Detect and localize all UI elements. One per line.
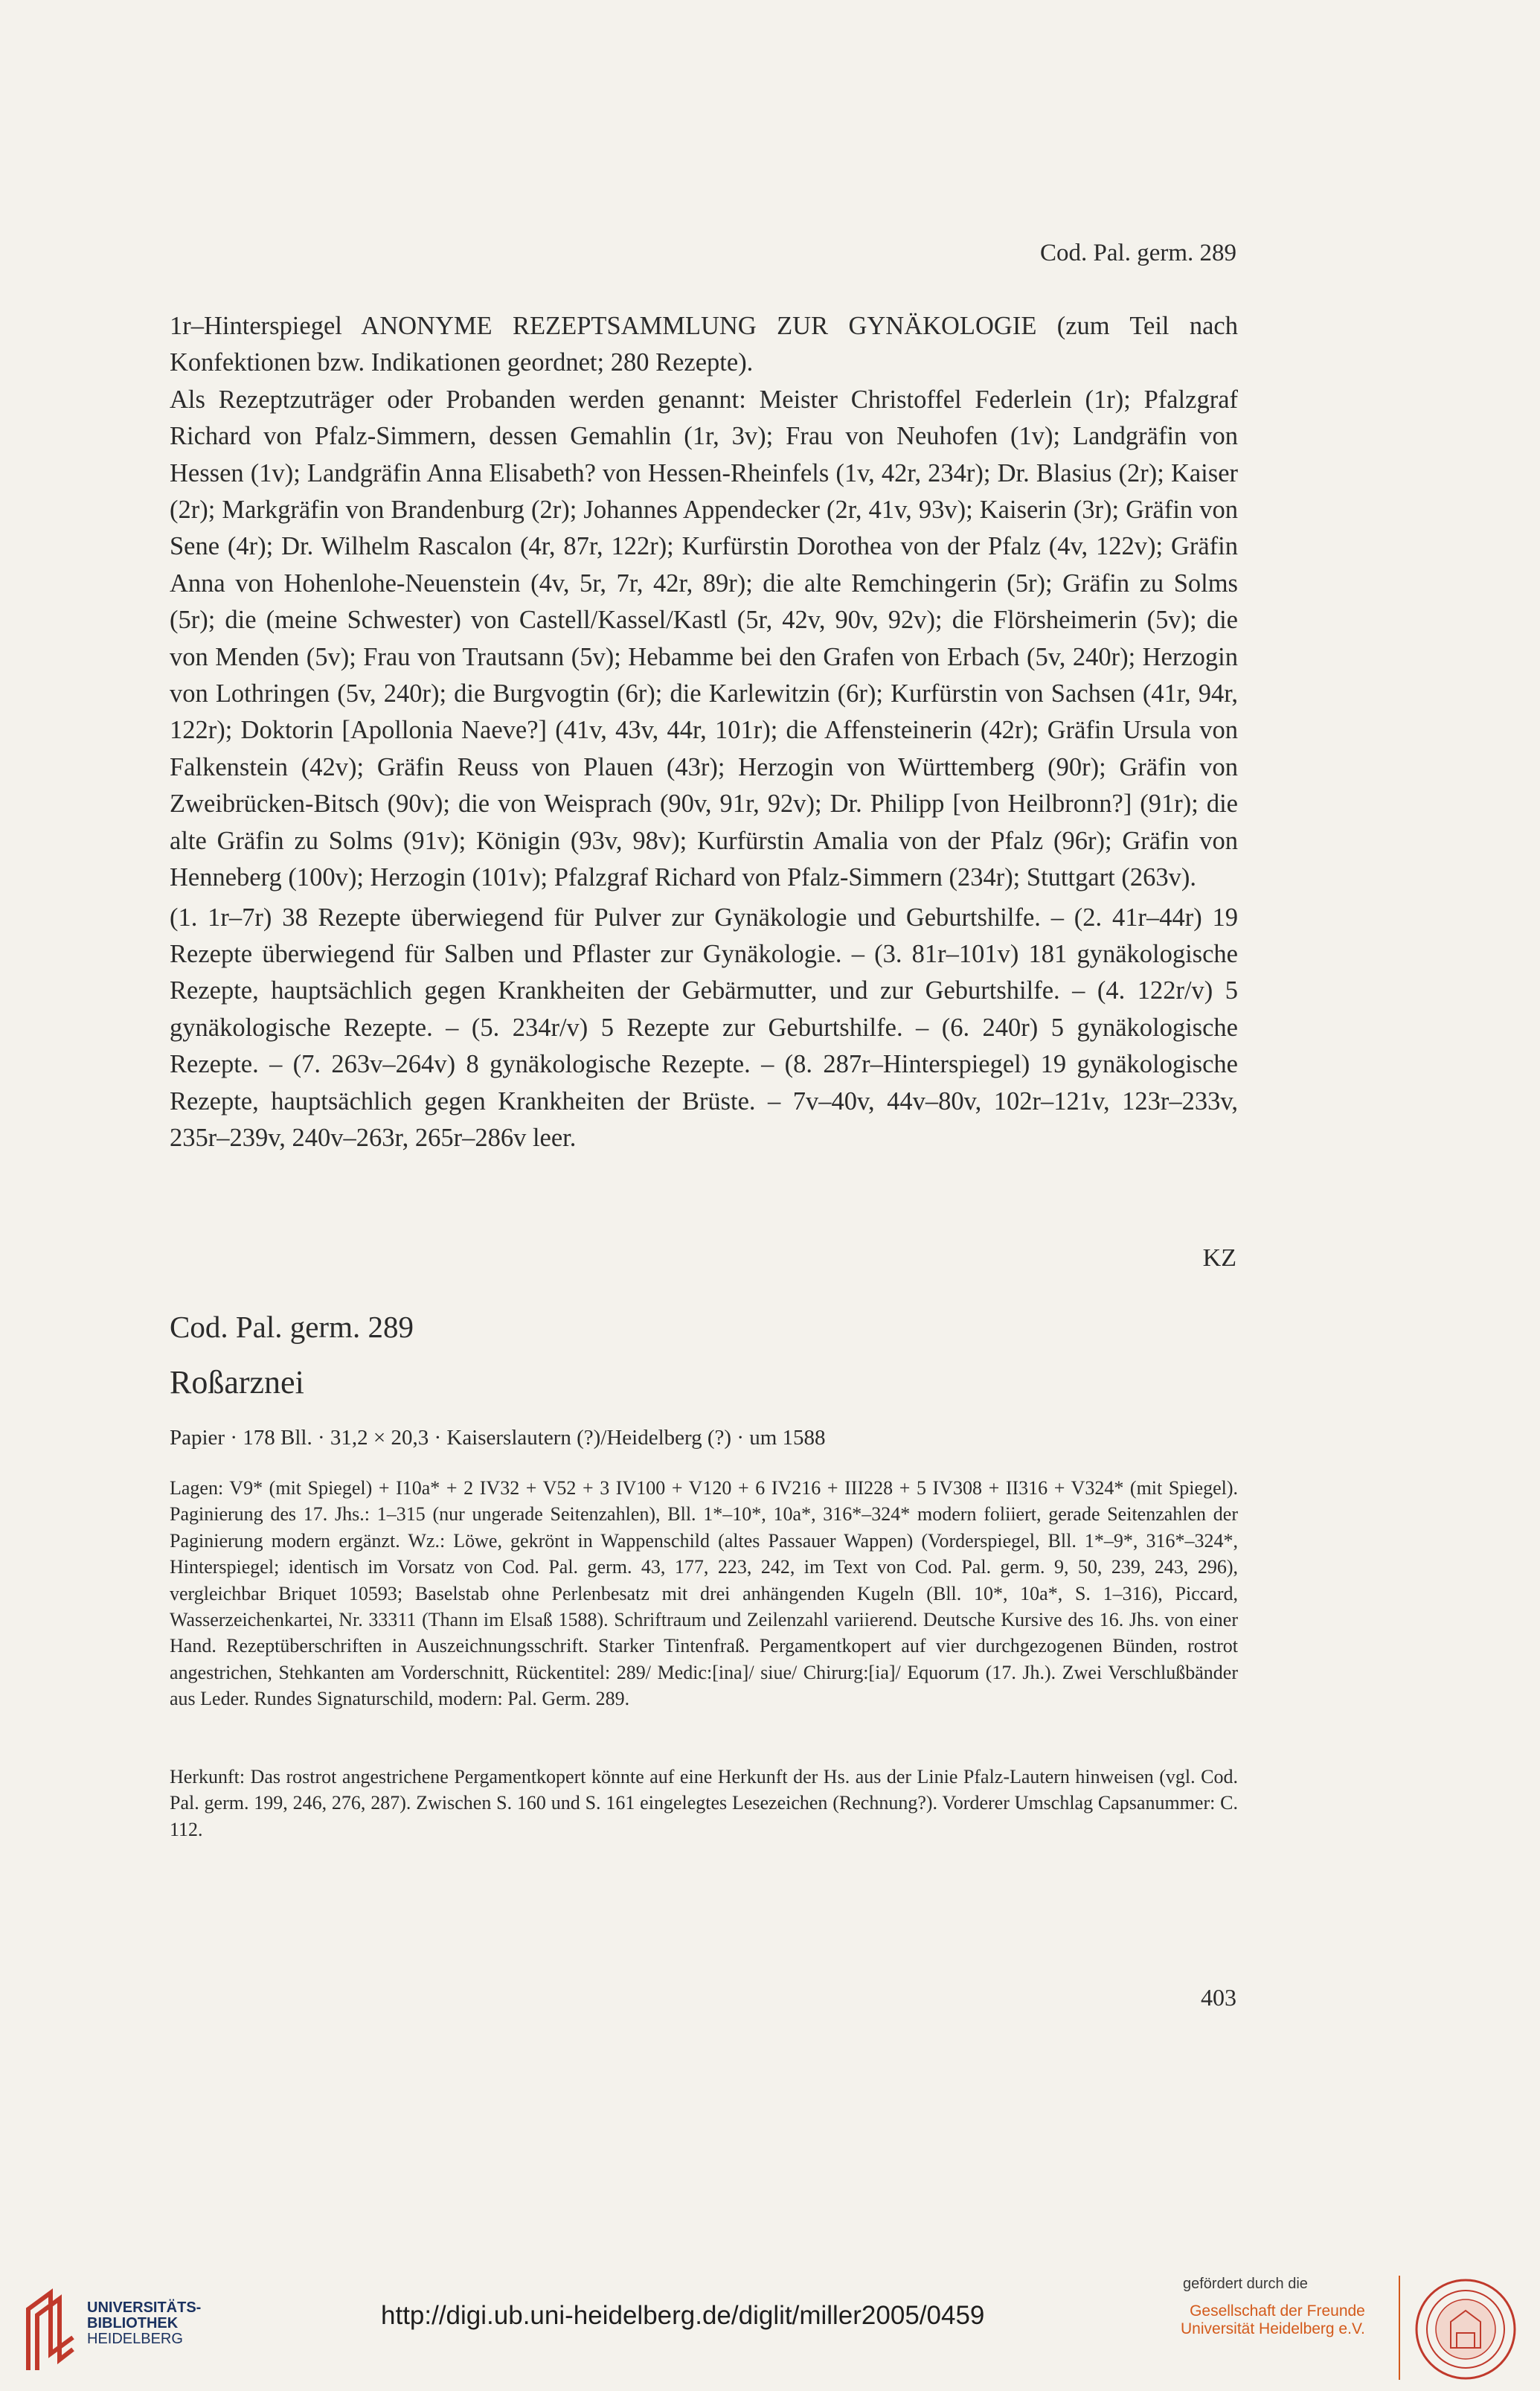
library-name-line2: BIBLIOTHEK [87,2315,179,2331]
entry-physical-data: Papier · 178 Bll. · 31,2 × 20,3 · Kaiserslautern (?)/Heidelberg (?) · um 1588 [170,1426,826,1450]
footer-divider [1399,2276,1400,2380]
digital-copy-link[interactable]: http://digi.ub.uni-heidelberg.de/diglit/miller2005/0459 [381,2301,985,2330]
sponsor-intro: gefördert durch die [1183,2276,1308,2292]
provenance-paragraph: Herkunft: Das rostrot angestrichene Pergamentkopert könnte auf eine Herkunft der Hs. aus der Linie Pfalz-Lautern hinweisen (vgl. Cod. Pal. germ. 199, 246, 276, 287). Zwischen S. 160 und S. 161 eingelegtes Lesezeichen (Rechnung?). Vorderer Umschlag Capsanummer: C. 112. [170,1766,1238,1840]
contents-paragraph: (1. 1r–7r) 38 Rezepte überwiegend für Pulver zur Gynäkologie und Geburtshilfe. – (2. 41r–44r) 19 Rezepte überwiegend für Salben und Pflaster zur Gynäkologie. – (3. 81r–101v) 181 gynäkologische Rezepte, hauptsächlich gegen Krankheiten der Gebärmutter, und zur Geburtshilfe. – (4. 122r/v) 5 gynäkologische Rezepte. – (5. 234r/v) 5 Rezepte zur Geburtshilfe. – (6. 240r) 5 gynäkologische Rezepte. – (7. 263v–264v) 8 gynäkologische Rezepte. – (8. 287r–Hinterspiegel) 19 gynäkologische Rezepte, hauptsächlich gegen Krankheiten der Brüste. – 7v–40v, 44v–80v, 102r–121v, 123r–233v, 235r–239v, 240v–263r, 265r–286v leer. [170,903,1238,1152]
page-number: 403 [1201,1984,1236,2011]
author-initials: KZ [1202,1244,1236,1272]
running-head: Cod. Pal. germ. 289 [1040,240,1236,266]
entry-title: Roßarznei [170,1364,304,1401]
library-name [87,2300,201,2347]
university-seal-icon [1414,2277,1518,2381]
entry-heading-paragraph: 1r–Hinterspiegel ANONYME REZEPTSAMMLUNG ZUR GYNÄKOLOGIE (zum Teil nach Konfektionen bzw. Indikationen geordnet; 280 Rezepte). [170,312,1238,377]
library-name-line3: HEIDELBERG [87,2331,183,2347]
entry-description [170,308,1238,1156]
library-logo-icon [21,2288,79,2378]
sponsor-name-line2: Universität Heidelberg e.V. [1181,2320,1365,2337]
sponsor-name [1181,2302,1365,2338]
entry-signature: Cod. Pal. germ. 289 [170,1310,414,1344]
codicology-paragraph: Lagen: V9* (mit Spiegel) + I10a* + 2 IV32 + V52 + 3 IV100 + V120 + 6 IV216 + III228 + 5 IV308 + II316 + V324* (mit Spiegel). Paginierung des 17. Jhs.: 1–315 (nur ungerade Seitenzahlen), Bll. 1*–10*, 10a*, 316*–324* modern foliiert, gerade Seitenzahlen der Paginierung modern ergänzt. Wz.: Löwe, gekrönt in Wappenschild (altes Passauer Wappen) (Vorderspiegel, Bll. 1*–9*, 316*–324*, Hinterspiegel; identisch im Vorsatz von Cod. Pal. germ. 43, 177, 223, 242, im Text von Cod. Pal. germ. 9, 50, 239, 243, 296), vergleichbar Briquet 10593; Baselstab ohne Perlenbesatz mit drei anhängenden Kugeln (Bll. 10*, 10a*, S. 1–316), Piccard, Wasserzeichenkartei, Nr. 33311 (Thann im Elsaß 1588). Schriftraum und Zeilenzahl variierend. Deutsche Kursive des 16. Jhs. von einer Hand. Rezeptüberschriften in Auszeichnungsschrift. Starker Tintenfraß. Pergamentkopert auf vier durchgezogenen Bünden, rostrot angestrichen, Stehkanten am Vorderschnitt, Rückentitel: 289/ Medic:[ina]/ siue/ Chirurg:[ia]/ Equorum (17. Jh.). Zwei Verschlußbänder aus Leder. Rundes Signaturschild, modern: Pal. Germ. 289. [170,1477,1238,1710]
library-name-line1: UNIVERSITÄTS- [87,2299,202,2316]
sponsor-name-line1: Gesellschaft der Freunde [1190,2302,1365,2320]
contributors-paragraph: Als Rezeptzuträger oder Probanden werden genannt: Meister Christoffel Federlein (1r); Pfalzgraf Richard von Pfalz-Simmern, dessen Gemahlin (1r, 3v); Frau von Neuhofen (1v); Landgräfin von Hessen (1v); Landgräfin Anna Elisabeth? von Hessen-Rheinfels (1v, 42r, 234r); Dr. Blasius (2r); Kaiser (2r); Markgräfin von Brandenburg (2r); Johannes Appendecker (2r, 41v, 93v); Kaiserin (3r); Gräfin von Sene (4r); Dr. Wilhelm Rascalon (4r, 87r, 122r); Kurfürstin Dorothea von der Pfalz (4v, 122v); Gräfin Anna von Hohenlohe-Neuenstein (4v, 5r, 7r, 42r, 89r); die alte Remchingerin (5r); Gräfin zu Solms (5r); die (meine Schwester) von Castell/Kassel/Kastl (5r, 42v, 90v, 92v); die Flörsheimerin (5v); die von Menden (5v); Frau von Trautsann (5v); Hebamme bei den Grafen von Erbach (5v, 240r); Herzogin von Lothringen (5v, 240r); die Burgvogtin (6r); die Karlewitzin (6r); Kurfürstin von Sachsen (41r, 94r, 122r); Doktorin [Apollonia Naeve?] (41v, 43v, 44r, 101r); die Affensteinerin (42r); Gräfin Ursula von Falkenstein (42v); Gräfin Reuss von Plauen (43r); Herzogin von Württemberg (90r); Gräfin von Zweibrücken-Bitsch (90v); die von Weisprach (90v, 91r, 92v); Dr. Philipp [von Heilbronn?] (91r); die alte Gräfin zu Solms (91v); Königin (93v, 98v); Kurfürstin Amalia von der Pfalz (96r); Gräfin von Henneberg (100v); Herzogin (101v); Pfalzgraf Richard von Pfalz-Simmern (234r); Stuttgart (263v). [170,385,1238,892]
